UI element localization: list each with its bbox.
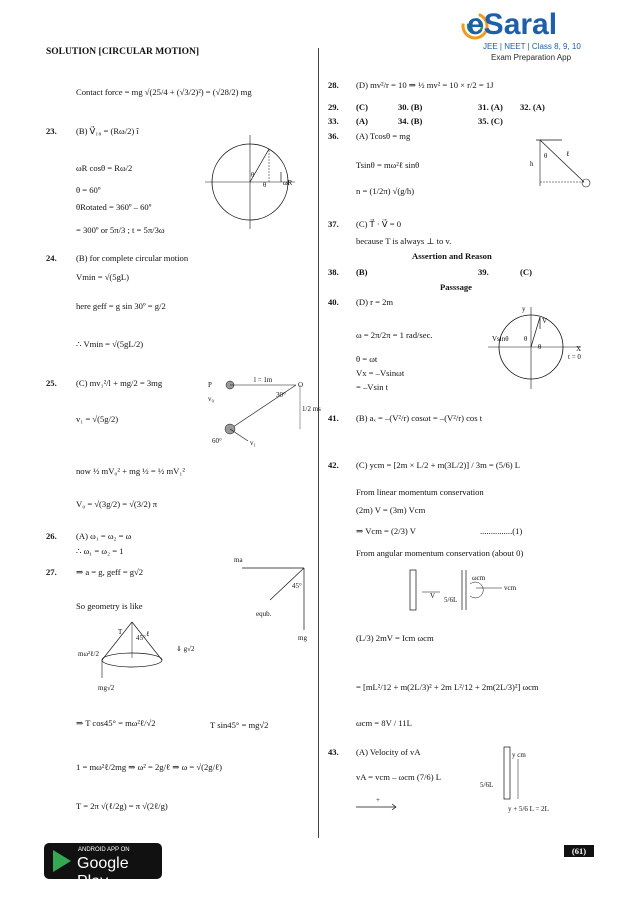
q27-line3: 1 = mω²ℓ/2mg ⇒ ω² = 2g/ℓ ⇒ ω = √(2g/ℓ) [76,762,222,772]
q37-answer: (C) T⃗ · V⃗ = 0 [356,219,402,229]
q36-number: 36. [328,131,339,141]
q43-figure [356,745,596,820]
q25-line3: V₀ = √(3g/2) = √(3/2) π [76,499,158,509]
q27-fig-ma: ma [234,556,243,564]
brand-tagline-1: JEE | NEET | Class 8, 9, 10 [483,42,581,51]
q27-cone-figure [78,618,208,693]
q40-fig-t0: t = 0 [568,353,581,361]
play-badge-big: Google Play [77,855,129,890]
q25-line1: v₁ = √(5g/2) [76,414,119,424]
q23-line1: ωR cosθ = Rω/2 [76,163,133,173]
q26-line1: (A) ω₁ = ω₂ = ω [76,531,132,541]
page-number: (61) [564,845,594,857]
row29-c: 31. (A) [478,102,503,112]
google-play-badge[interactable] [44,843,162,890]
q25-fig-o: O [298,381,304,389]
q24-answer: (B) for complete circular motion [76,253,189,263]
q36-answer: (A) Tcosθ = mg [356,131,411,141]
q42-line2: (2m) V = (3m) Vcm [356,505,426,515]
q41-answer: (B) aₓ = –(V²/r) cosωt = –(V²/r) cos t [356,413,483,423]
q27-line2b: T sin45° = mg√2 [210,720,269,730]
q27-fig-equb: equb. [256,610,272,618]
q25-fig-p: P [208,381,212,389]
brand-tagline-2: Exam Preparation App [491,53,572,62]
q25-pendulum-figure [208,375,321,450]
row33-a: (A) [356,116,368,126]
q24-line1: Vmin = √(5gL) [76,272,130,282]
page-title: SOLUTION [CIRCULAR MOTION] [46,47,200,57]
q27-fig-45b: 45° [136,634,146,642]
q28-answer: (D) mv²/r = 10 ⇒ ½ mv² = 10 × r/2 = 1J [356,80,494,90]
q24-line3: ∴ Vmin = √(5gL/2) [76,339,144,349]
q27-line2: ⇒ T cos45° = mω²ℓ/√2 [76,718,156,728]
row29-b: 30. (B) [398,102,423,112]
row33-b: 34. (B) [398,116,423,126]
q24-number: 24. [46,253,57,263]
q43-fig-56: 5/6L [480,781,494,789]
row33-num: 33. [328,116,339,126]
q40-line4: = –Vsin t [356,382,389,392]
assertion-reason-title: Assertion and Reason [412,251,492,261]
q42-line5: (L/3) 2mV = Icm ωcm [356,633,434,643]
q42-fig-v: V [430,592,436,600]
brand-name: eSaral [467,8,558,41]
q27-fig-t: T [118,628,123,636]
contact-force-eq: Contact force = mg √(25/4 + (√3/2)²) = (√28/2) mg [76,87,252,97]
q41-number: 41. [328,413,339,423]
q27-fig-45: 45° [292,582,302,590]
q42-number: 42. [328,460,339,470]
q40-fig-vsin: Vsinθ [492,335,509,343]
q25-fig-l: l = 1m [254,376,273,384]
q26-line2: ∴ ω₁ = ω₂ = 1 [76,546,124,556]
q37-number: 37. [328,219,339,229]
q43-fig-eq: y + 5/6 L = 2L [508,805,549,813]
q27-fig-mg: mg [298,634,307,642]
q42-line6: = [mL²/12 + m(2L/3)² + 2m L²/12 + 2m(2L/3)²] ωcm [356,682,539,692]
passage-title: Passsage [440,282,472,292]
row29-d: 32. (A) [520,102,545,112]
q27-fig-mw: mω²ℓ/2 [78,650,99,658]
play-icon [53,850,71,872]
q25-answer: (C) mv₁²/l + mg/2 = 3mg [76,378,163,388]
q42-fig-vcm: vcm [504,584,517,592]
q25-fig-v0: v₀ [208,395,214,403]
q42-rod-figure [404,568,554,616]
column-divider [318,48,319,838]
q23-number: 23. [46,126,57,136]
q23-fig-wr: ωR [283,179,293,187]
q27-fig-g2: ⇓ g√2 [176,645,195,653]
q36-line2: n = (1/2π) √(g/h) [356,186,415,196]
q43-line1: vA = vcm – ωcm (7/6) L [356,772,441,782]
q37-line1: because T is always ⊥ to v. [356,236,452,246]
q25-fig-60: 60° [212,437,222,445]
q27-force-figure [230,550,315,640]
q23-line3: θRotated = 360º – 60º [76,202,152,212]
q25-fig-30: 30° [276,391,286,399]
q36-line1: Tsinθ = mω²ℓ sinθ [356,160,420,170]
row39-num: 39. [478,267,489,277]
q40-line3: Vx = –Vsinωt [356,368,405,378]
row39-a: (C) [520,267,532,277]
q27-fig-mg2: mg√2 [98,684,115,692]
q43-fig-ycm: y cm [512,751,526,759]
row29-num: 29. [328,102,339,112]
q25-fig-side: 1/2 ms [302,405,321,413]
q42-line4: From angular momentum conservation (about 0) [356,548,524,558]
q40-fig-theta2: θ [538,343,542,351]
row38-a: (B) [356,267,368,277]
row38-num: 38. [328,267,339,277]
q36-conical-figure [528,136,598,191]
esaral-logo [455,6,595,68]
q27-line4: T = 2π √(ℓ/2g) = π √(2ℓ/g) [76,801,168,811]
q27-answer: ⇒ a = g, geff = g√2 [76,567,144,577]
q40-fig-x: X [576,345,582,353]
q27-line1: So geometry is like [76,601,143,611]
q40-circle-figure [486,305,586,390]
q25-number: 25. [46,378,57,388]
q40-fig-theta: θ [524,335,528,343]
q40-number: 40. [328,297,339,307]
q42-line7: ωcm = 8V / 11L [356,718,412,728]
q25-fig-v1: v₁ [250,439,256,447]
q28-number: 28. [328,80,339,90]
q43-fig-plus: + [376,796,380,804]
q23-fig-theta2: θ [263,181,267,189]
q42-fig-wcm: ωcm [472,574,486,582]
q42-answer: (C) ycm = [2m × L/2 + m(3L/2)] / 3m = (5/6) L [356,460,521,470]
q42-line1: From linear momentum conservation [356,487,484,497]
q40-fig-y: y [522,305,526,313]
q25-line2: now ½ mV₀² + mg ½ = ½ mV₁² [76,466,185,476]
q23-answer: (B) V⃗₁₈ = (Rω/2) î [76,126,139,136]
q27-number: 27. [46,567,57,577]
q40-line1: ω = 2π/2π = 1 rad/sec. [356,330,433,340]
q42-line3b: ...............(1) [480,526,523,536]
q23-line2: θ = 60º [76,185,101,195]
q36-fig-ell: ℓ [566,150,570,158]
q40-line2: θ = ωt [356,354,378,364]
q40-fig-v: V [542,317,548,325]
q43-number: 43. [328,747,339,757]
q36-fig-h: h [530,160,534,168]
q40-answer: (D) r = 2m [356,297,394,307]
q24-line2: here geff = g sin 30º = g/2 [76,301,166,311]
row33-c: 35. (C) [478,116,503,126]
q42-fig-56: 5/6L [444,596,458,604]
q27-fig-ell: ℓ [146,630,150,638]
play-badge-small: ANDROID APP ON [78,847,130,853]
row29-a: (C) [356,102,368,112]
q36-fig-theta: θ [544,152,548,160]
q23-circle-figure [205,135,295,230]
q26-number: 26. [46,531,57,541]
q23-line4: = 300º or 5π/3 ; t = 5π/3ω [76,225,165,235]
q43-answer: (A) Velocity of vA [356,747,421,757]
q23-fig-theta1: θ [251,171,255,179]
q42-line3: ⇒ Vcm = (2/3) V [356,526,416,536]
